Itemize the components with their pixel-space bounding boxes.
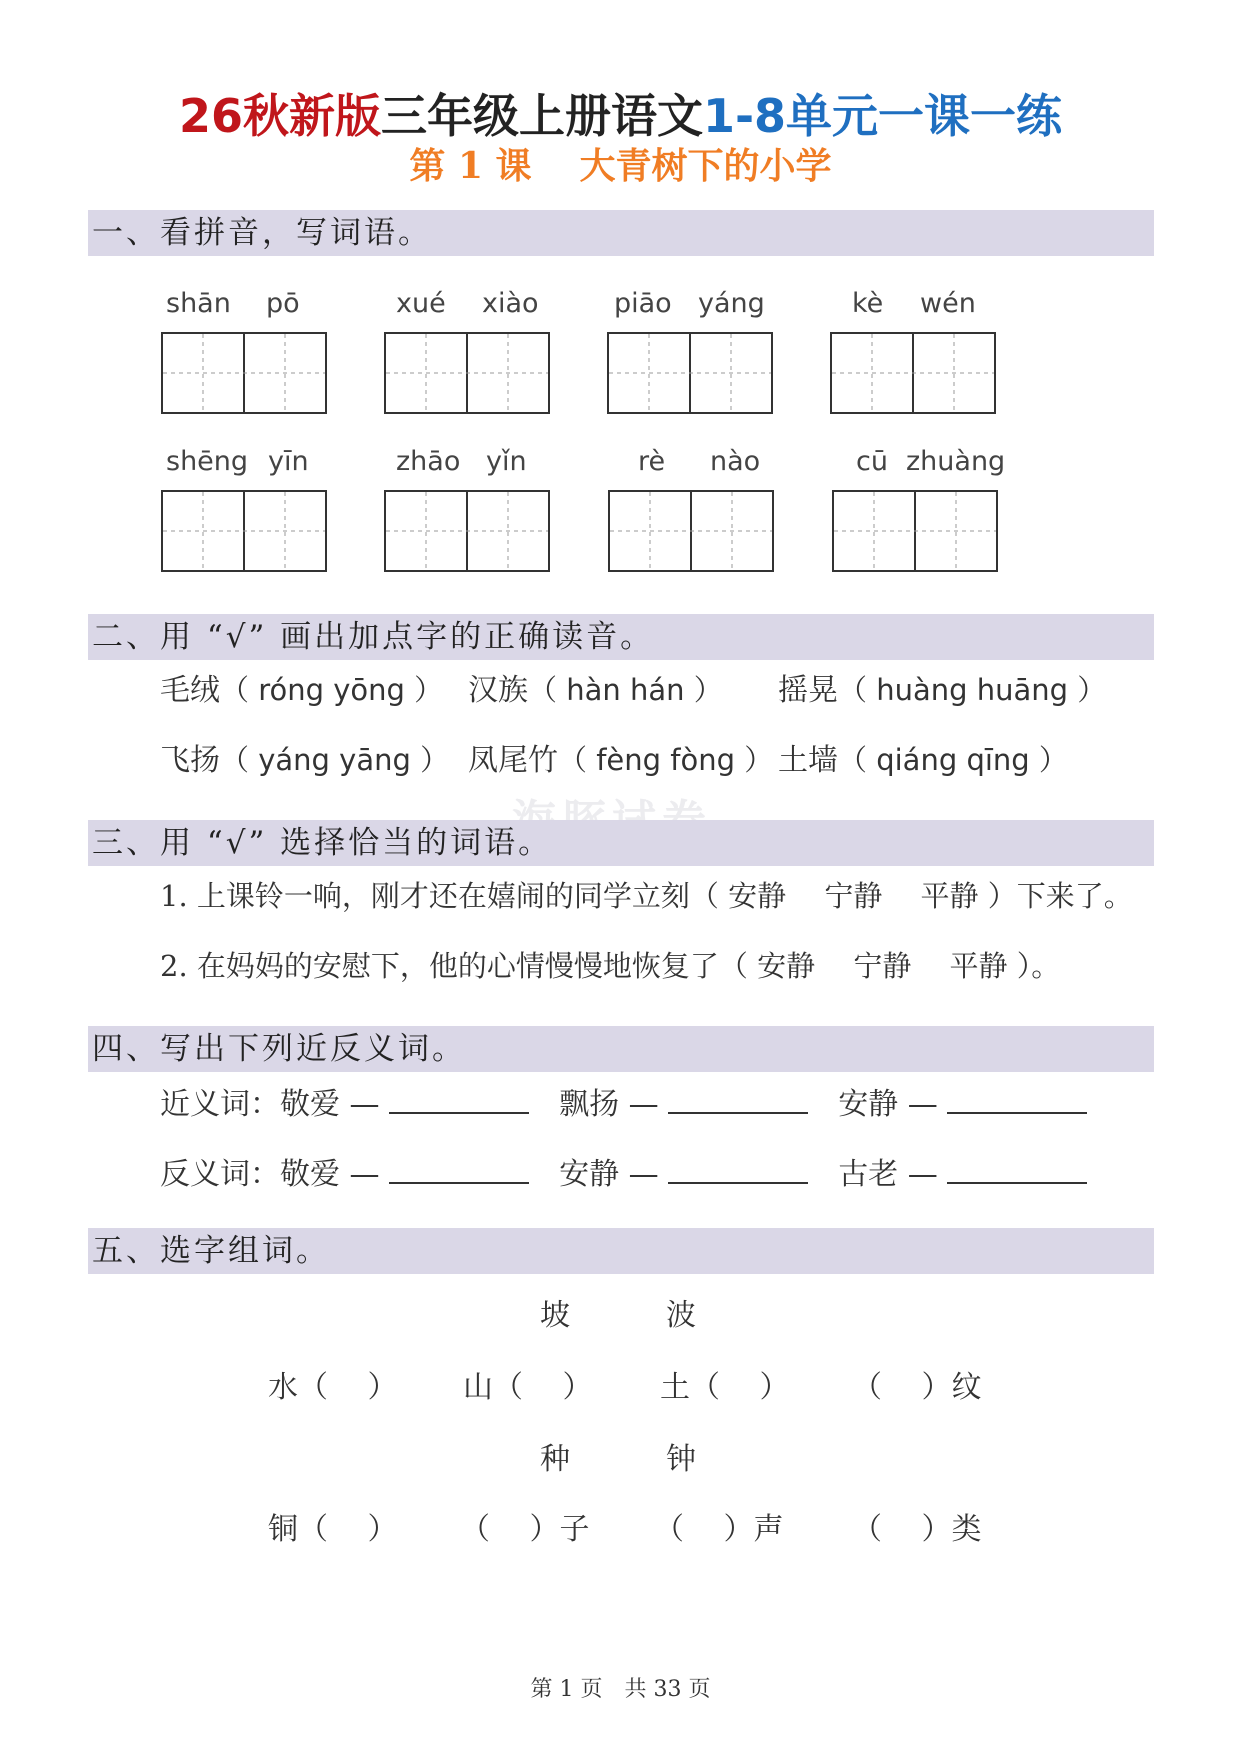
word: 土墙 (778, 743, 838, 778)
prompt-word: 敬爱 — (280, 1087, 380, 1122)
writing-grid[interactable] (384, 332, 550, 414)
word-blank[interactable]: 水（ ） (268, 1370, 398, 1405)
antonym-label: 反义词： (160, 1157, 280, 1192)
pinyin: piāo (614, 288, 672, 319)
word: 毛绒 (160, 673, 220, 708)
answer-blank[interactable] (389, 1082, 529, 1114)
reading-options[interactable]: （ róng yōng ） (220, 673, 444, 707)
prompt-word: 安静 — (838, 1087, 938, 1122)
pinyin: nào (710, 446, 761, 477)
reading-options[interactable]: （ fèng fòng ） (558, 743, 774, 777)
word: 凤尾竹 (468, 743, 558, 778)
reading-item (468, 670, 723, 711)
writing-grid[interactable] (384, 490, 550, 572)
pinyin: cū (856, 446, 888, 477)
question-2[interactable]: 2. 在妈妈的安慰下，他的心情慢慢地恢复了（ 安静 宁静 平静 ）。 (160, 949, 1061, 983)
answer-blank[interactable] (668, 1152, 808, 1184)
lesson-name: 大青树下的小学 (579, 145, 832, 187)
word-blank[interactable]: （ ）类 (852, 1512, 982, 1547)
writing-grid[interactable] (161, 490, 327, 572)
prompt-word: 飘扬 — (559, 1087, 659, 1122)
prompt-word: 安静 — (559, 1157, 659, 1192)
question-1[interactable]: 1. 上课铃一响，刚才还在嬉闹的同学立刻（ 安静 宁静 平静 ）下来了。 (160, 879, 1133, 913)
reading-item (160, 670, 443, 711)
pinyin: zhuàng (906, 446, 1006, 477)
word-blank[interactable]: 铜（ ） (268, 1512, 398, 1547)
answer-blank[interactable] (947, 1082, 1087, 1114)
page-footer: 第 1 页 共 33 页 (530, 1677, 711, 1702)
char-option: 坡 (540, 1298, 570, 1333)
antonym-row (160, 1152, 1087, 1195)
section-title-1: 一、看拼音，写词语。 (92, 215, 432, 251)
word: 飞扬 (160, 743, 220, 778)
word: 摇晃 (778, 673, 838, 708)
title-part-blue: 1-8单元一课一练 (702, 89, 1063, 143)
reading-options[interactable]: （ hàn hán ） (528, 673, 723, 707)
section-title-3: 三、用 “√” 选择恰当的词语。 (92, 825, 553, 861)
char-option: 钟 (666, 1442, 696, 1477)
section-title-2: 二、用 “√” 画出加点字的正确读音。 (92, 619, 655, 655)
reading-options[interactable]: （ huàng huāng ） (838, 673, 1107, 707)
writing-grid[interactable] (832, 490, 998, 572)
word-blank[interactable]: （ ）声 (654, 1512, 784, 1547)
answer-blank[interactable] (947, 1152, 1087, 1184)
word: 汉族 (468, 673, 528, 708)
lesson-number: 第 1 课 (409, 145, 532, 187)
title-part-red: 26秋新版 (178, 89, 381, 143)
pinyin: rè (638, 446, 666, 477)
pinyin: yáng (698, 288, 765, 319)
pinyin: yǐn (486, 446, 527, 477)
section-title-5: 五、选字组词。 (92, 1233, 330, 1269)
pinyin: wén (920, 288, 976, 319)
writing-grid[interactable] (607, 332, 773, 414)
writing-grid[interactable] (830, 332, 996, 414)
pinyin: zhāo (396, 446, 461, 477)
reading-item (778, 740, 1068, 781)
word-blank[interactable]: 山（ ） (463, 1370, 593, 1405)
reading-item (468, 740, 773, 781)
section-title-4: 四、写出下列近反义词。 (92, 1031, 466, 1067)
prompt-word: 敬爱 — (280, 1157, 380, 1192)
title-part-dark: 三年级上册语文 (380, 89, 703, 143)
char-option: 种 (540, 1442, 570, 1477)
prompt-word: 古老 — (838, 1157, 938, 1192)
pinyin: yīn (268, 446, 309, 477)
pinyin: pō (266, 288, 300, 319)
answer-blank[interactable] (668, 1082, 808, 1114)
pinyin: xiào (482, 288, 539, 319)
reading-item (778, 670, 1106, 711)
pinyin: kè (852, 288, 884, 319)
synonym-row (160, 1082, 1087, 1125)
char-option: 波 (666, 1298, 696, 1333)
writing-grid[interactable] (161, 332, 327, 414)
pinyin: shān (166, 288, 231, 319)
reading-options[interactable]: （ qiáng qīng ） (838, 743, 1068, 777)
word-blank[interactable]: （ ）子 (460, 1512, 590, 1547)
reading-item (160, 740, 449, 781)
lesson-subtitle (0, 144, 1241, 188)
writing-grid[interactable] (608, 490, 774, 572)
word-blank[interactable]: 土（ ） (660, 1370, 790, 1405)
page-title (0, 88, 1241, 144)
reading-options[interactable]: （ yáng yāng ） (220, 743, 450, 777)
answer-blank[interactable] (389, 1152, 529, 1184)
synonym-label: 近义词： (160, 1087, 280, 1122)
pinyin: xué (396, 288, 446, 319)
word-blank[interactable]: （ ）纹 (852, 1370, 982, 1405)
pinyin: shēng (166, 446, 249, 477)
